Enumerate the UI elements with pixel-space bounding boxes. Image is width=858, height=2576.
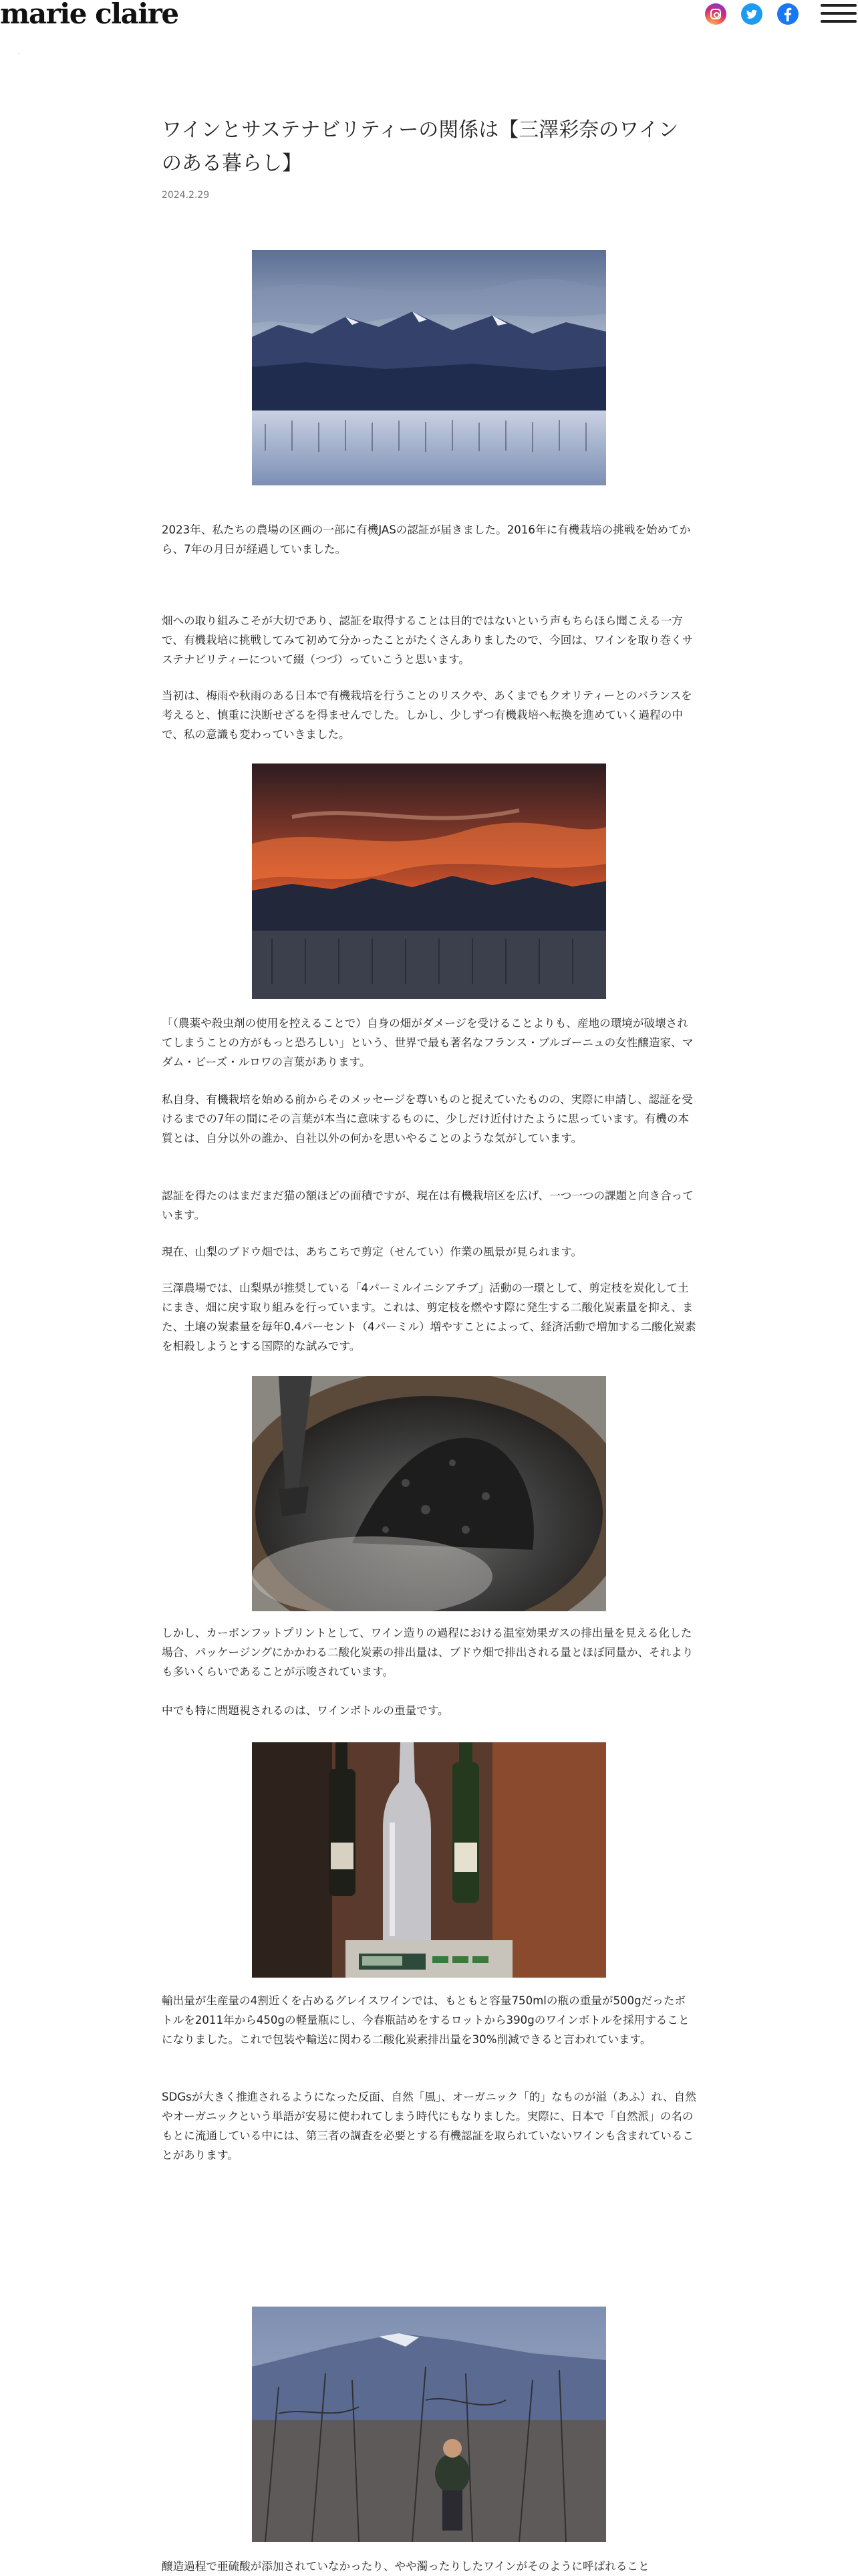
article-paragraph: 私自身、有機栽培を始める前からそのメッセージを尊いものと捉えていたものの、実際に申請し、認証を受けるまでの7年の間にその言葉が本当に意味するものに、少しだけ近付けたように思っています。有機の本質とは、自分以外の誰か、自社以外の何かを思いやることのような気がしています。 (162, 1093, 693, 1145)
twitter-icon[interactable] (741, 3, 762, 25)
site-header (0, 0, 858, 35)
article-title: ワインとサステナビリティーの関係は【三澤彩奈のワインのある暮らし】 (162, 118, 679, 175)
menu-bar-top (821, 4, 857, 7)
facebook-icon[interactable] (777, 3, 799, 25)
photo-charcoal-pruned-branches-image (252, 1376, 606, 1611)
article-paragraph: 三澤農場では、山梨県が推奨している「4パーミルイニシアチブ」活動の一環として、剪定枝を炭化して土にまき、畑に戻す取り組みを行っています。これは、剪定枝を燃やす際に発生する二酸化炭素量を抑え、また、土壌の炭素量を毎年0.4パーセント（4パーミル）増やすことによって、経済活動で増加する二酸化炭素を相殺しようとする国際的な試みです。 (162, 1282, 696, 1353)
article-paragraph: SDGsが大きく推進されるようになった反面、自然「風」、オーガニック「的」なものが溢（あふ）れ、自然やオーガニックという単語が安易に使われてしまう時代にもなりました。実際に、日本で「自然派」の名のもとに流通している中には、第三者の調査を必要とする有機認証を取られていないワインも含まれていることがあります。 (162, 2091, 696, 2161)
article-paragraph: 畑への取り組みこそが大切であり、認証を取得することは目的ではないという声もちらほら聞こえる一方で、有機栽培に挑戦してみて初めて分かったことがたくさんありましたので、今回は、ワインを取り巻くサステナビリティーについて綴（つづ）っていこうと思います。 (162, 614, 694, 666)
photo-snowy-mountain-vineyard (252, 250, 606, 485)
photo-wine-bottle-on-scale (252, 1742, 606, 1978)
photo-charcoal-pruned-branches (252, 1376, 606, 1611)
photo-snowy-mountain-vineyard-image (252, 250, 606, 485)
article-date: 2024.2.29 (162, 190, 210, 201)
photo-winter-pruning (252, 2307, 606, 2542)
article-paragraph: 輸出量が生産量の4割近くを占めるグレイスワインでは、もともと容量750mlの瓶の重量が500gだったボトルを2011年から450gの軽量瓶にし、今春瓶詰めをするロットから390gのワインボトルを採用することになりました。これで包装や輸送に関わる二酸化炭素排出量を30%削減できると言われています。 (162, 1994, 690, 2046)
menu-icon[interactable] (821, 3, 858, 24)
article (162, 114, 696, 2573)
article-paragraph: 醸造過程で亜硫酸が添加されていなかったり、やや濁ったりしたワインがそのように呼ばれること (162, 2560, 650, 2573)
article-paragraph: しかし、カーボンフットプリントとして、ワイン造りの過程における温室効果ガスの排出量を見える化した場合、パッケージングにかかわる二酸化炭素の排出量は、ブドウ畑で排出される量とほぼ同量か、それよりも多いくらいであることが示唆されています。 (162, 1627, 694, 1678)
photo-sunset-vineyard (252, 764, 606, 999)
instagram-lens-shape (714, 12, 720, 18)
article-paragraph: 中でも特に問題視されるのは、ワインボトルの重量です。 (162, 1704, 449, 1717)
article-paragraph: 2023年、私たちの農場の区画の一部に有機JASの認証が届きました。2016年に有機栽培の挑戦を始めてから、7年の月日が経過していました。 (162, 523, 691, 556)
twitter-bird-glyph (741, 3, 762, 25)
instagram-icon[interactable] (705, 3, 726, 25)
article-paragraph: 当初は、梅雨や秋雨のある日本で有機栽培を行うことのリスクや、あくまでもクオリティーとのバランスを考えると、慎重に決断せざるを得ませんでした。しかし、少しずつ有機栽培へ転換を進めていく過程の中で、私の意識も変わっていきました。 (162, 689, 692, 741)
article-paragraph: 「（農薬や殺虫剤の使用を控えることで）自身の畑がダメージを受けることよりも、産地の環境が破壊されてしまうことの方がもっと恐ろしい」という、世界で最も著名なフランス・ブルゴーニュの女性醸造家、マダム・ビーズ・ルロワの言葉があります。 (162, 1017, 694, 1068)
photo-winter-pruning-image (252, 2307, 606, 2542)
photo-sunset-vineyard-image (252, 764, 606, 999)
article-paragraph: 現在、山梨のブドウ畑では、あちこちで剪定（せんてい）作業の風景が見られます。 (162, 1246, 583, 1258)
site-logo[interactable]: marie claire (0, 0, 178, 30)
article-paragraph: 認証を得たのはまだまだ猫の額ほどの面積ですが、現在は有機栽培区を広げ、一つ一つの課題と向き合っています。 (162, 1189, 694, 1221)
menu-bar-middle (821, 12, 857, 15)
photo-wine-bottle-on-scale-image (252, 1742, 606, 1978)
facebook-f-glyph (777, 3, 799, 25)
menu-bar-bottom (821, 20, 857, 23)
decorative-dot (18, 53, 19, 54)
